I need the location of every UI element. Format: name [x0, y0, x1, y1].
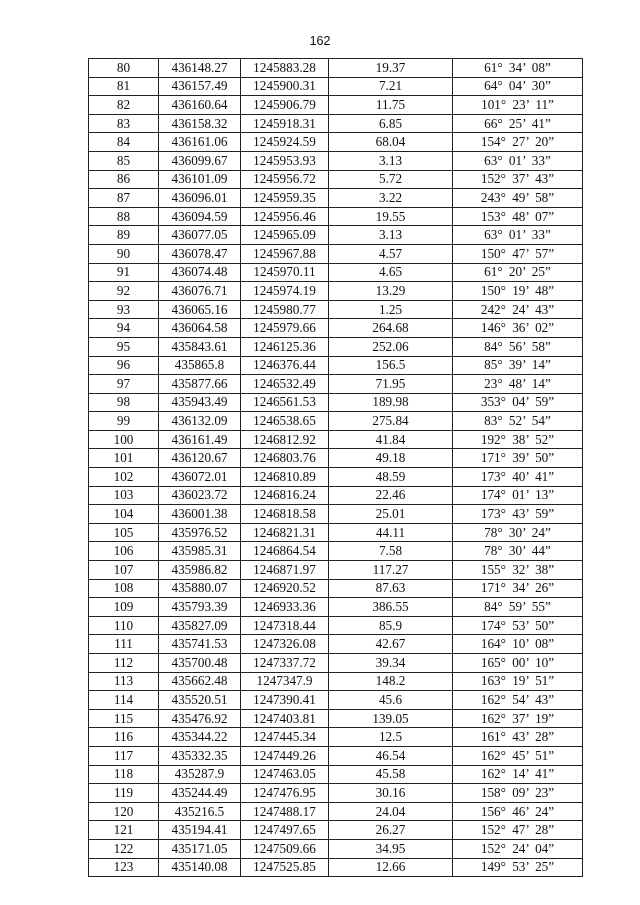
- y-coordinate-cell: 1246816.24: [241, 486, 329, 505]
- y-coordinate-cell: 1247445.34: [241, 728, 329, 747]
- page-number: 162: [309, 34, 331, 48]
- point-number-cell: 103: [89, 486, 159, 505]
- table-row: [89, 207, 583, 226]
- bearing-angle-cell: 150° 19’ 48”: [453, 282, 583, 301]
- distance-cell: 13.29: [329, 282, 453, 301]
- x-coordinate-cell: 435287.9: [159, 765, 241, 784]
- y-coordinate-cell: 1245967.88: [241, 244, 329, 263]
- point-number-cell: 80: [89, 59, 159, 78]
- table-row: [89, 226, 583, 245]
- y-coordinate-cell: 1246376.44: [241, 356, 329, 375]
- x-coordinate-cell: 436072.01: [159, 468, 241, 487]
- point-number-cell: 119: [89, 784, 159, 803]
- y-coordinate-cell: 1247463.05: [241, 765, 329, 784]
- y-coordinate-cell: 1245924.59: [241, 133, 329, 152]
- point-number-cell: 94: [89, 319, 159, 338]
- point-number-cell: 95: [89, 337, 159, 356]
- y-coordinate-cell: 1246933.36: [241, 598, 329, 617]
- table-row: [89, 691, 583, 710]
- point-number-cell: 83: [89, 114, 159, 133]
- point-number-cell: 121: [89, 821, 159, 840]
- x-coordinate-cell: 435700.48: [159, 654, 241, 673]
- distance-cell: 24.04: [329, 802, 453, 821]
- table-row: [89, 337, 583, 356]
- x-coordinate-cell: 436094.59: [159, 207, 241, 226]
- y-coordinate-cell: 1247449.26: [241, 746, 329, 765]
- point-number-cell: 91: [89, 263, 159, 282]
- bearing-angle-cell: 173° 40’ 41”: [453, 468, 583, 487]
- distance-cell: 4.57: [329, 244, 453, 263]
- y-coordinate-cell: 1245965.09: [241, 226, 329, 245]
- x-coordinate-cell: 436074.48: [159, 263, 241, 282]
- x-coordinate-cell: 435244.49: [159, 784, 241, 803]
- coordinates-table: [88, 58, 583, 877]
- bearing-angle-cell: 152° 37’ 43”: [453, 170, 583, 189]
- y-coordinate-cell: 1246561.53: [241, 393, 329, 412]
- y-coordinate-cell: 1247347.9: [241, 672, 329, 691]
- x-coordinate-cell: 436078.47: [159, 244, 241, 263]
- table-row: [89, 523, 583, 542]
- distance-cell: 148.2: [329, 672, 453, 691]
- bearing-angle-cell: 66° 25’ 41”: [453, 114, 583, 133]
- distance-cell: 39.34: [329, 654, 453, 673]
- table-row: [89, 839, 583, 858]
- x-coordinate-cell: 436077.05: [159, 226, 241, 245]
- point-number-cell: 118: [89, 765, 159, 784]
- table-row: [89, 746, 583, 765]
- distance-cell: 156.5: [329, 356, 453, 375]
- distance-cell: 68.04: [329, 133, 453, 152]
- bearing-angle-cell: 162° 45’ 51”: [453, 746, 583, 765]
- distance-cell: 4.65: [329, 263, 453, 282]
- table-row: [89, 133, 583, 152]
- x-coordinate-cell: 435843.61: [159, 337, 241, 356]
- table-row: [89, 189, 583, 208]
- bearing-angle-cell: 174° 53’ 50”: [453, 616, 583, 635]
- point-number-cell: 111: [89, 635, 159, 654]
- table-row: [89, 505, 583, 524]
- y-coordinate-cell: 1245900.31: [241, 77, 329, 96]
- y-coordinate-cell: 1247318.44: [241, 616, 329, 635]
- y-coordinate-cell: 1246810.89: [241, 468, 329, 487]
- bearing-angle-cell: 83° 52’ 54”: [453, 412, 583, 431]
- x-coordinate-cell: 435476.92: [159, 709, 241, 728]
- bearing-angle-cell: 63° 01’ 33”: [453, 151, 583, 170]
- x-coordinate-cell: 436161.49: [159, 430, 241, 449]
- y-coordinate-cell: 1245906.79: [241, 96, 329, 115]
- y-coordinate-cell: 1246812.92: [241, 430, 329, 449]
- point-number-cell: 101: [89, 449, 159, 468]
- point-number-cell: 105: [89, 523, 159, 542]
- table-row: [89, 151, 583, 170]
- distance-cell: 25.01: [329, 505, 453, 524]
- x-coordinate-cell: 436001.38: [159, 505, 241, 524]
- x-coordinate-cell: 435662.48: [159, 672, 241, 691]
- bearing-angle-cell: 85° 39’ 14”: [453, 356, 583, 375]
- table-row: [89, 765, 583, 784]
- bearing-angle-cell: 162° 54’ 43”: [453, 691, 583, 710]
- x-coordinate-cell: 436160.64: [159, 96, 241, 115]
- distance-cell: 48.59: [329, 468, 453, 487]
- distance-cell: 34.95: [329, 839, 453, 858]
- table-row: [89, 170, 583, 189]
- x-coordinate-cell: 436120.67: [159, 449, 241, 468]
- distance-cell: 5.72: [329, 170, 453, 189]
- x-coordinate-cell: 436099.67: [159, 151, 241, 170]
- distance-cell: 7.21: [329, 77, 453, 96]
- distance-cell: 264.68: [329, 319, 453, 338]
- y-coordinate-cell: 1246538.65: [241, 412, 329, 431]
- bearing-angle-cell: 171° 34’ 26”: [453, 579, 583, 598]
- bearing-angle-cell: 152° 24’ 04”: [453, 839, 583, 858]
- distance-cell: 252.06: [329, 337, 453, 356]
- x-coordinate-cell: 436148.27: [159, 59, 241, 78]
- table-row: [89, 821, 583, 840]
- bearing-angle-cell: 153° 48’ 07”: [453, 207, 583, 226]
- y-coordinate-cell: 1245883.28: [241, 59, 329, 78]
- bearing-angle-cell: 63° 01’ 33”: [453, 226, 583, 245]
- x-coordinate-cell: 435985.31: [159, 542, 241, 561]
- distance-cell: 3.13: [329, 226, 453, 245]
- bearing-angle-cell: 353° 04’ 59”: [453, 393, 583, 412]
- point-number-cell: 93: [89, 300, 159, 319]
- point-number-cell: 81: [89, 77, 159, 96]
- table-row: [89, 319, 583, 338]
- x-coordinate-cell: 435332.35: [159, 746, 241, 765]
- point-number-cell: 108: [89, 579, 159, 598]
- point-number-cell: 97: [89, 375, 159, 394]
- point-number-cell: 100: [89, 430, 159, 449]
- table-row: [89, 300, 583, 319]
- distance-cell: 22.46: [329, 486, 453, 505]
- bearing-angle-cell: 164° 10’ 08”: [453, 635, 583, 654]
- distance-cell: 49.18: [329, 449, 453, 468]
- point-number-cell: 87: [89, 189, 159, 208]
- x-coordinate-cell: 436064.58: [159, 319, 241, 338]
- table-row: [89, 77, 583, 96]
- y-coordinate-cell: 1247488.17: [241, 802, 329, 821]
- y-coordinate-cell: 1245959.35: [241, 189, 329, 208]
- table-row: [89, 449, 583, 468]
- distance-cell: 26.27: [329, 821, 453, 840]
- point-number-cell: 88: [89, 207, 159, 226]
- distance-cell: 7.58: [329, 542, 453, 561]
- x-coordinate-cell: 435344.22: [159, 728, 241, 747]
- table-row: [89, 709, 583, 728]
- x-coordinate-cell: 436101.09: [159, 170, 241, 189]
- table-row: [89, 561, 583, 580]
- point-number-cell: 86: [89, 170, 159, 189]
- y-coordinate-cell: 1245918.31: [241, 114, 329, 133]
- point-number-cell: 89: [89, 226, 159, 245]
- bearing-angle-cell: 149° 53’ 25”: [453, 858, 583, 877]
- y-coordinate-cell: 1245980.77: [241, 300, 329, 319]
- distance-cell: 275.84: [329, 412, 453, 431]
- x-coordinate-cell: 436065.16: [159, 300, 241, 319]
- table-row: [89, 282, 583, 301]
- y-coordinate-cell: 1245979.66: [241, 319, 329, 338]
- y-coordinate-cell: 1247390.41: [241, 691, 329, 710]
- x-coordinate-cell: 436132.09: [159, 412, 241, 431]
- point-number-cell: 106: [89, 542, 159, 561]
- point-number-cell: 90: [89, 244, 159, 263]
- point-number-cell: 116: [89, 728, 159, 747]
- y-coordinate-cell: 1247403.81: [241, 709, 329, 728]
- distance-cell: 189.98: [329, 393, 453, 412]
- y-coordinate-cell: 1245970.11: [241, 263, 329, 282]
- distance-cell: 87.63: [329, 579, 453, 598]
- bearing-angle-cell: 84° 56’ 58”: [453, 337, 583, 356]
- point-number-cell: 104: [89, 505, 159, 524]
- table-row: [89, 244, 583, 263]
- point-number-cell: 110: [89, 616, 159, 635]
- distance-cell: 117.27: [329, 561, 453, 580]
- distance-cell: 71.95: [329, 375, 453, 394]
- bearing-angle-cell: 84° 59’ 55”: [453, 598, 583, 617]
- table-row: [89, 784, 583, 803]
- table-row: [89, 858, 583, 877]
- x-coordinate-cell: 435520.51: [159, 691, 241, 710]
- distance-cell: 45.6: [329, 691, 453, 710]
- point-number-cell: 112: [89, 654, 159, 673]
- point-number-cell: 122: [89, 839, 159, 858]
- table-row: [89, 263, 583, 282]
- point-number-cell: 96: [89, 356, 159, 375]
- bearing-angle-cell: 78° 30’ 24”: [453, 523, 583, 542]
- x-coordinate-cell: 435216.5: [159, 802, 241, 821]
- bearing-angle-cell: 154° 27’ 20”: [453, 133, 583, 152]
- table-row: [89, 59, 583, 78]
- bearing-angle-cell: 173° 43’ 59”: [453, 505, 583, 524]
- point-number-cell: 98: [89, 393, 159, 412]
- distance-cell: 3.22: [329, 189, 453, 208]
- x-coordinate-cell: 435880.07: [159, 579, 241, 598]
- distance-cell: 30.16: [329, 784, 453, 803]
- point-number-cell: 117: [89, 746, 159, 765]
- point-number-cell: 102: [89, 468, 159, 487]
- bearing-angle-cell: 243° 49’ 58”: [453, 189, 583, 208]
- y-coordinate-cell: 1246532.49: [241, 375, 329, 394]
- point-number-cell: 99: [89, 412, 159, 431]
- x-coordinate-cell: 435865.8: [159, 356, 241, 375]
- table-row: [89, 430, 583, 449]
- point-number-cell: 115: [89, 709, 159, 728]
- table-row: [89, 802, 583, 821]
- distance-cell: 139.05: [329, 709, 453, 728]
- x-coordinate-cell: 435976.52: [159, 523, 241, 542]
- point-number-cell: 123: [89, 858, 159, 877]
- y-coordinate-cell: 1247326.08: [241, 635, 329, 654]
- bearing-angle-cell: 158° 09’ 23”: [453, 784, 583, 803]
- y-coordinate-cell: 1246818.58: [241, 505, 329, 524]
- point-number-cell: 92: [89, 282, 159, 301]
- x-coordinate-cell: 436096.01: [159, 189, 241, 208]
- table-row: [89, 375, 583, 394]
- distance-cell: 11.75: [329, 96, 453, 115]
- bearing-angle-cell: 146° 36’ 02”: [453, 319, 583, 338]
- table-row: [89, 356, 583, 375]
- distance-cell: 12.5: [329, 728, 453, 747]
- x-coordinate-cell: 435140.08: [159, 858, 241, 877]
- table-row: [89, 468, 583, 487]
- bearing-angle-cell: 161° 43’ 28”: [453, 728, 583, 747]
- y-coordinate-cell: 1246864.54: [241, 542, 329, 561]
- table-row: [89, 598, 583, 617]
- table-row: [89, 486, 583, 505]
- y-coordinate-cell: 1245953.93: [241, 151, 329, 170]
- x-coordinate-cell: 435827.09: [159, 616, 241, 635]
- distance-cell: 3.13: [329, 151, 453, 170]
- x-coordinate-cell: 435741.53: [159, 635, 241, 654]
- distance-cell: 44.11: [329, 523, 453, 542]
- bearing-angle-cell: 174° 01’ 13”: [453, 486, 583, 505]
- table-row: [89, 616, 583, 635]
- distance-cell: 19.37: [329, 59, 453, 78]
- y-coordinate-cell: 1246803.76: [241, 449, 329, 468]
- distance-cell: 46.54: [329, 746, 453, 765]
- bearing-angle-cell: 78° 30’ 44”: [453, 542, 583, 561]
- bearing-angle-cell: 23° 48’ 14”: [453, 375, 583, 394]
- bearing-angle-cell: 156° 46’ 24”: [453, 802, 583, 821]
- table-row: [89, 728, 583, 747]
- x-coordinate-cell: 436161.06: [159, 133, 241, 152]
- x-coordinate-cell: 435986.82: [159, 561, 241, 580]
- y-coordinate-cell: 1246920.52: [241, 579, 329, 598]
- y-coordinate-cell: 1246821.31: [241, 523, 329, 542]
- bearing-angle-cell: 152° 47’ 28”: [453, 821, 583, 840]
- table-row: [89, 114, 583, 133]
- table-row: [89, 635, 583, 654]
- bearing-angle-cell: 64° 04’ 30”: [453, 77, 583, 96]
- point-number-cell: 109: [89, 598, 159, 617]
- bearing-angle-cell: 61° 20’ 25”: [453, 263, 583, 282]
- bearing-angle-cell: 155° 32’ 38”: [453, 561, 583, 580]
- bearing-angle-cell: 150° 47’ 57”: [453, 244, 583, 263]
- bearing-angle-cell: 162° 14’ 41”: [453, 765, 583, 784]
- table-row: [89, 579, 583, 598]
- x-coordinate-cell: 436076.71: [159, 282, 241, 301]
- distance-cell: 6.85: [329, 114, 453, 133]
- y-coordinate-cell: 1246871.97: [241, 561, 329, 580]
- point-number-cell: 85: [89, 151, 159, 170]
- y-coordinate-cell: 1245974.19: [241, 282, 329, 301]
- point-number-cell: 120: [89, 802, 159, 821]
- table-row: [89, 672, 583, 691]
- distance-cell: 12.66: [329, 858, 453, 877]
- distance-cell: 85.9: [329, 616, 453, 635]
- table-row: [89, 542, 583, 561]
- y-coordinate-cell: 1247509.66: [241, 839, 329, 858]
- y-coordinate-cell: 1247497.65: [241, 821, 329, 840]
- y-coordinate-cell: 1247525.85: [241, 858, 329, 877]
- coordinates-table-body: [89, 59, 583, 877]
- x-coordinate-cell: 436023.72: [159, 486, 241, 505]
- point-number-cell: 114: [89, 691, 159, 710]
- distance-cell: 19.55: [329, 207, 453, 226]
- table-row: [89, 96, 583, 115]
- distance-cell: 386.55: [329, 598, 453, 617]
- y-coordinate-cell: 1246125.36: [241, 337, 329, 356]
- point-number-cell: 84: [89, 133, 159, 152]
- x-coordinate-cell: 435194.41: [159, 821, 241, 840]
- distance-cell: 42.67: [329, 635, 453, 654]
- bearing-angle-cell: 162° 37’ 19”: [453, 709, 583, 728]
- bearing-angle-cell: 101° 23’ 11”: [453, 96, 583, 115]
- bearing-angle-cell: 171° 39’ 50”: [453, 449, 583, 468]
- distance-cell: 1.25: [329, 300, 453, 319]
- point-number-cell: 107: [89, 561, 159, 580]
- x-coordinate-cell: 435877.66: [159, 375, 241, 394]
- y-coordinate-cell: 1247476.95: [241, 784, 329, 803]
- bearing-angle-cell: 165° 00’ 10”: [453, 654, 583, 673]
- distance-cell: 45.58: [329, 765, 453, 784]
- x-coordinate-cell: 435943.49: [159, 393, 241, 412]
- point-number-cell: 113: [89, 672, 159, 691]
- bearing-angle-cell: 163° 19’ 51”: [453, 672, 583, 691]
- distance-cell: 41.84: [329, 430, 453, 449]
- table-row: [89, 412, 583, 431]
- x-coordinate-cell: 435793.39: [159, 598, 241, 617]
- x-coordinate-cell: 436158.32: [159, 114, 241, 133]
- table-row: [89, 393, 583, 412]
- bearing-angle-cell: 61° 34’ 08”: [453, 59, 583, 78]
- table-row: [89, 654, 583, 673]
- bearing-angle-cell: 192° 38’ 52”: [453, 430, 583, 449]
- x-coordinate-cell: 435171.05: [159, 839, 241, 858]
- bearing-angle-cell: 242° 24’ 43”: [453, 300, 583, 319]
- y-coordinate-cell: 1245956.46: [241, 207, 329, 226]
- y-coordinate-cell: 1245956.72: [241, 170, 329, 189]
- y-coordinate-cell: 1247337.72: [241, 654, 329, 673]
- point-number-cell: 82: [89, 96, 159, 115]
- x-coordinate-cell: 436157.49: [159, 77, 241, 96]
